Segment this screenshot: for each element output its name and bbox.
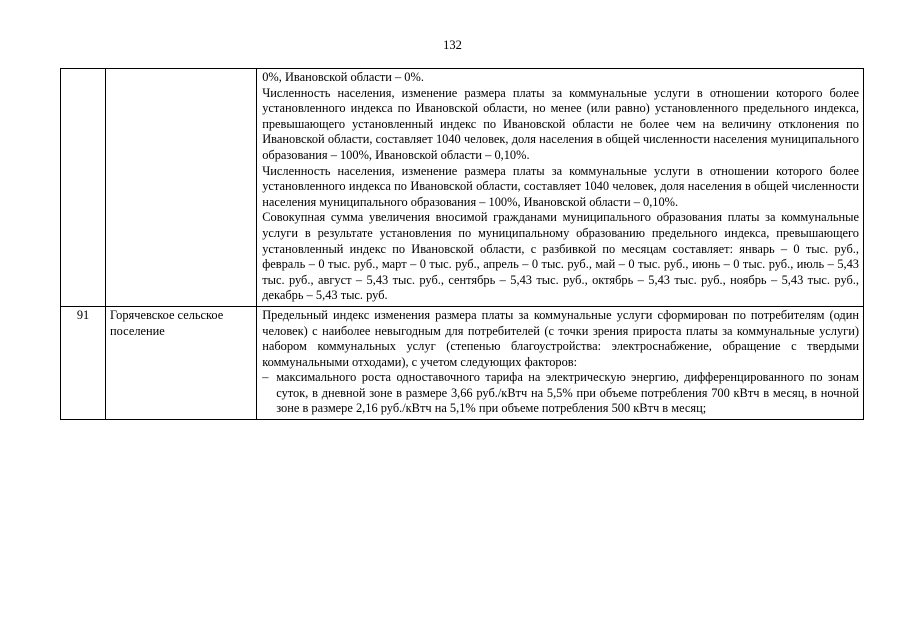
paragraph: 0%, Ивановской области – 0%. (262, 70, 424, 84)
paragraph: Совокупная сумма увеличения вносимой гражданами муниципального образования платы за коммунальные услуги в результате установления по муниципальному образованию предельного индекса, превышающего установленный индекс по Ивановской области, с разбивкой по месяцам составляет: январь – 0 тыс. руб., февраль – 0 тыс. руб., март – 0 тыс. руб., апрель – 0 тыс. руб., май – 0 тыс. руб., июнь – 0 тыс. руб., июль – 5,43 тыс. руб., август – 5,43 тыс. руб., сентябрь – 5,43 тыс. руб., октябрь – 5,43 тыс. руб., ноябрь – 5,43 тыс. руб., декабрь – 5,43 тыс. руб. (262, 210, 859, 303)
page-number: 132 (443, 38, 462, 52)
row-name-cell (106, 69, 257, 307)
paragraph: Численность населения, изменение размера платы за коммунальные услуги в отношении которого более установленного индекса по Ивановской области, составляет 1040 человек, доля населения в общей численности населения муниципального образования – 100%, Ивановской области – 0,10%. (262, 163, 859, 209)
row-number-cell: 91 (61, 306, 106, 419)
row-description-cell (257, 69, 864, 307)
table-row (61, 306, 864, 419)
data-table (60, 68, 864, 420)
row-name-cell: Горячевское сельское поселение (106, 306, 257, 419)
row-number-cell (61, 69, 106, 307)
row-description-cell (257, 306, 864, 419)
table-row (61, 69, 864, 307)
bullet-dash: – (262, 370, 269, 385)
paragraph: Предельный индекс изменения размера платы за коммунальные услуги сформирован по потребителям (один человек) с наиболее невыгодным для потребителей (с точки зрения прироста платы за коммунальные услуги) набором коммунальных услуг (степенью благоустройства: электроснабжение, обращение с твердыми коммунальными отходами), с учетом следующих факторов: (262, 307, 859, 369)
bullet-text: максимального роста одноставочного тарифа на электрическую энергию, дифференцированного по зонам суток, в дневной зоне в размере 3,66 руб./кВтч на 5,5% при объеме потребления 700 кВтч в месяц, в ночной зоне в размере 2,16 руб./кВтч на 5,1% при объеме потребления 500 кВтч в месяц; (276, 370, 859, 416)
paragraph: Численность населения, изменение размера платы за коммунальные услуги в отношении которого более установленного индекса по Ивановской области, но менее (или равно) установленного предельного индекса, превышающего установленный индекс по Ивановской области не более чем на величину отклонения по Ивановской области, составляет 1040 человек, доля населения в общей численности населения муниципального образования – 100%, Ивановской области – 0,10%. (262, 85, 859, 162)
bullet-item (262, 370, 859, 417)
